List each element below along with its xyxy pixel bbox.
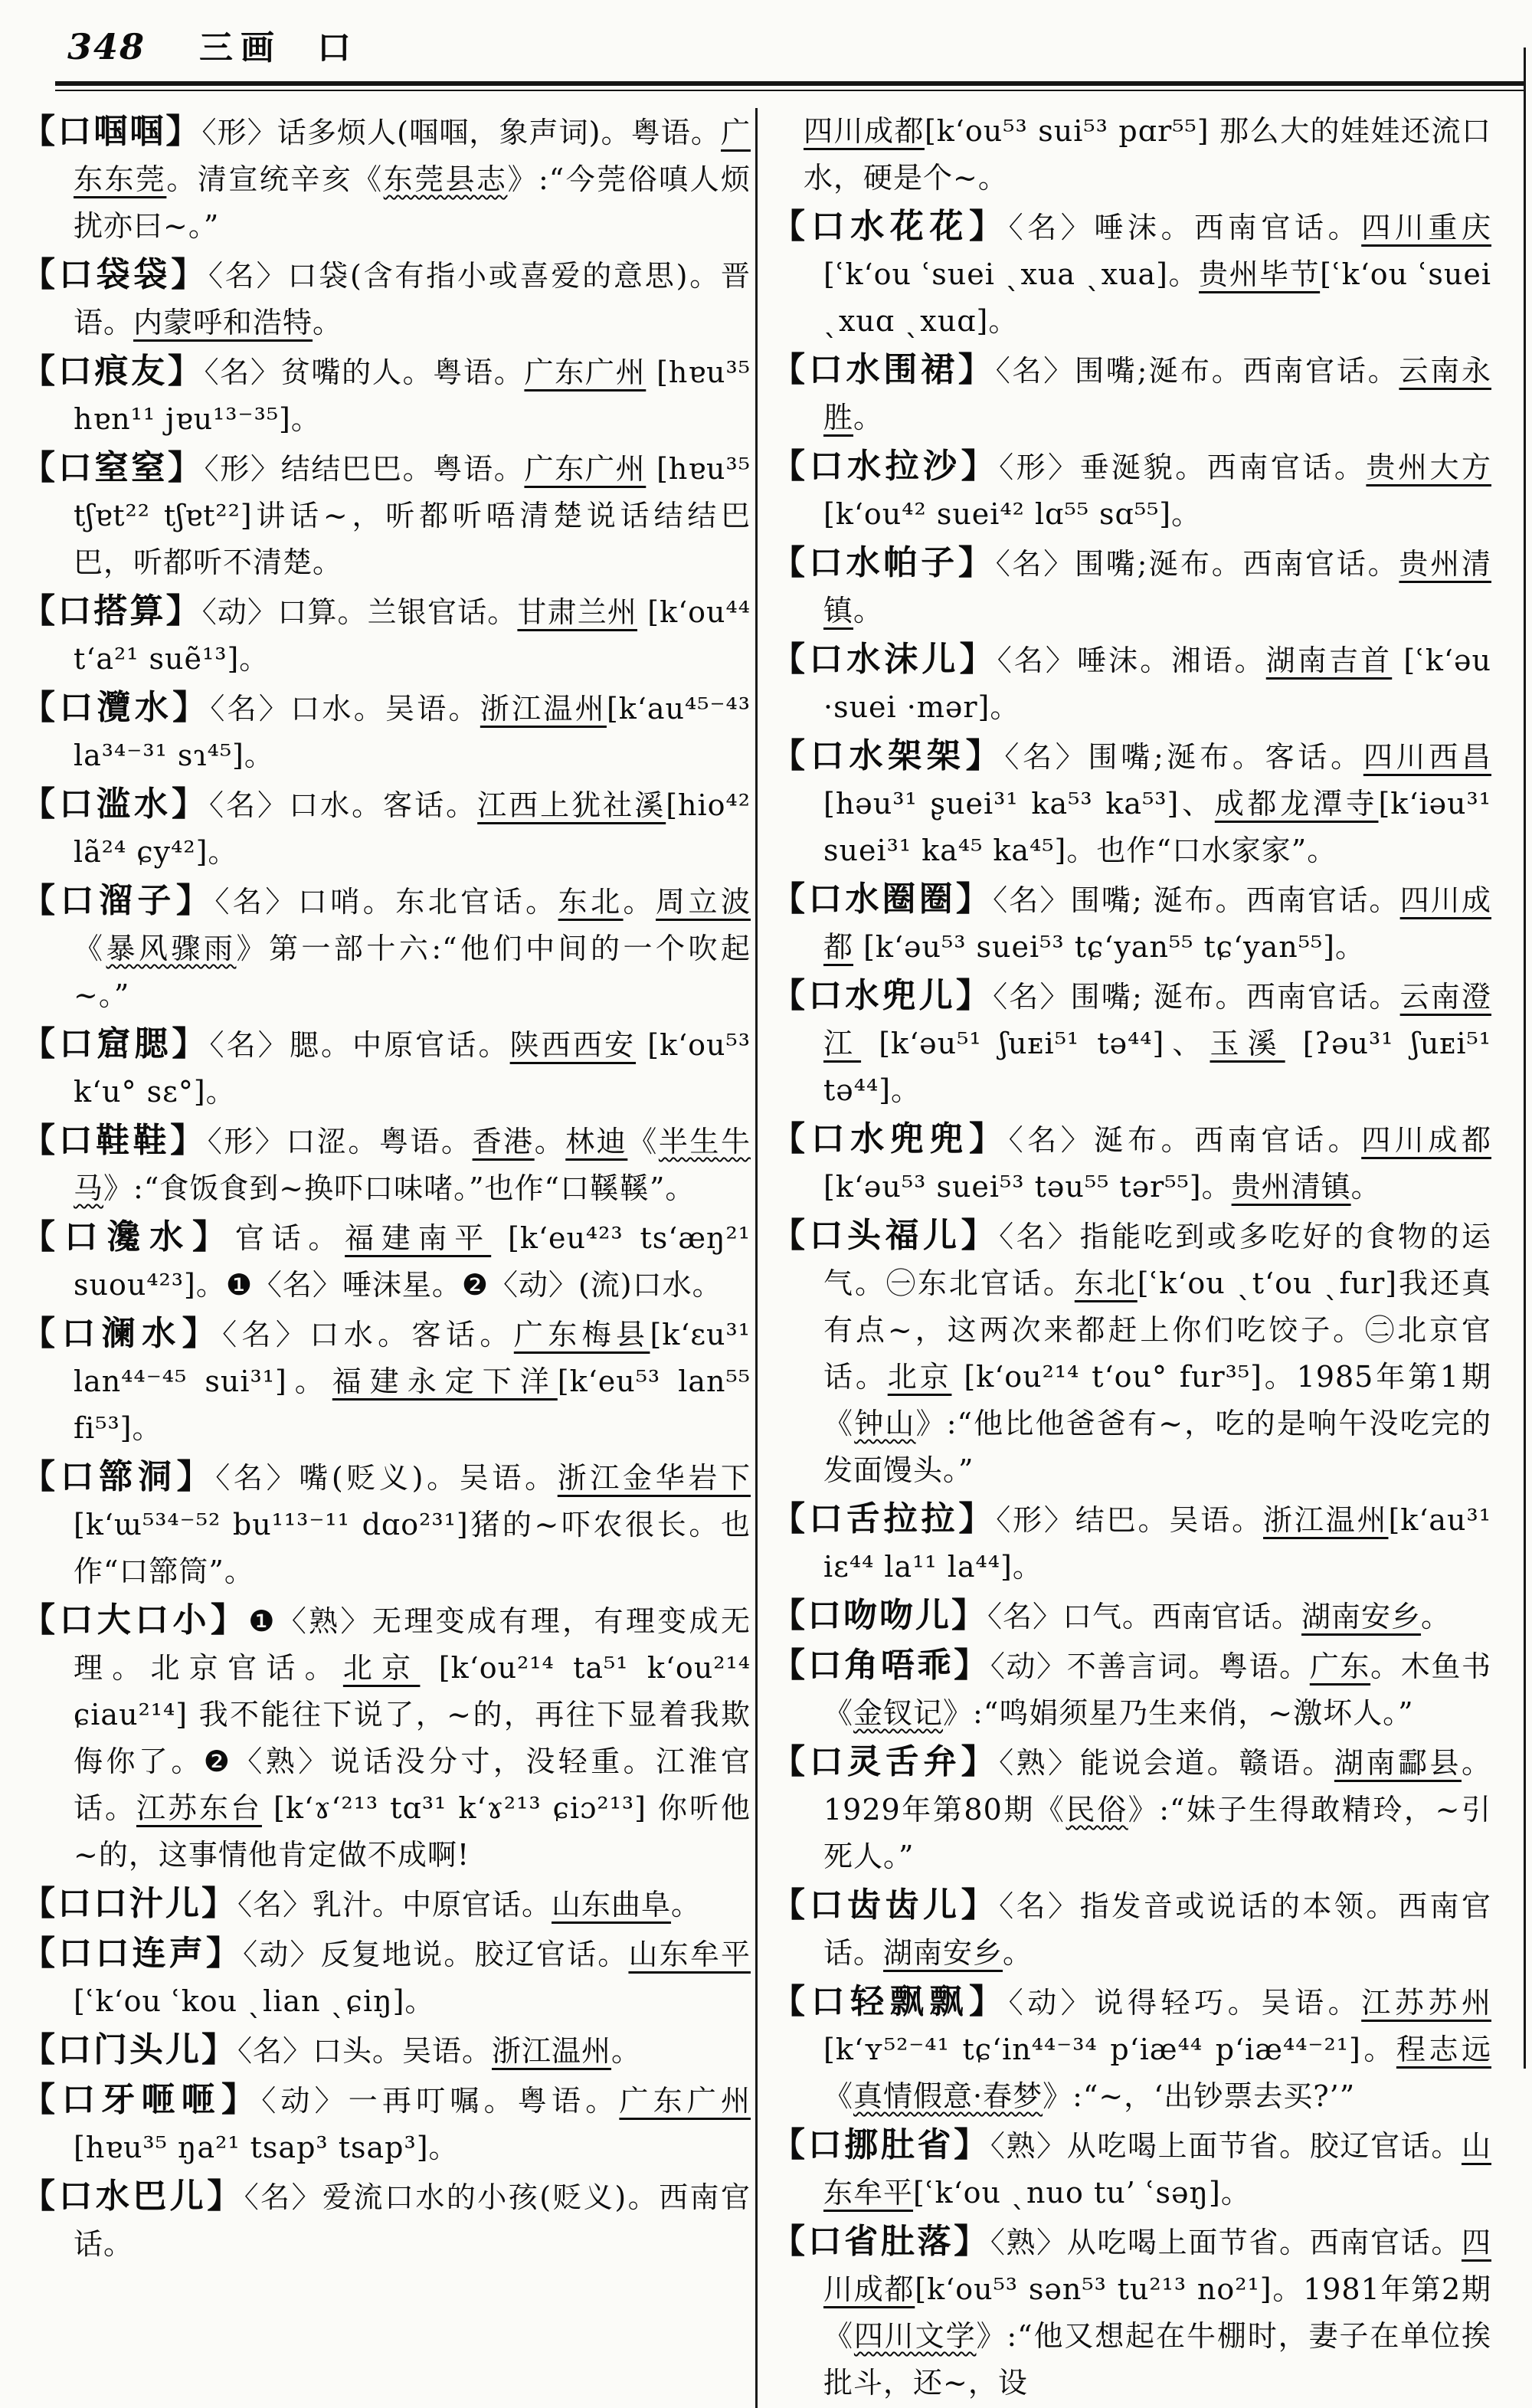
entry-text: 。 <box>853 401 884 434</box>
entry-text: [k‘ou²¹⁴ ta⁵¹ k‘ou²¹⁴ ɕiau²¹⁴] 我不能往下说了，~的，再往下显着我欺侮你了。❷〈熟〉说话没分寸，没轻重。江淮官话。 <box>74 1651 751 1825</box>
entry-headword: 【口水兜兜】 <box>771 1119 1009 1158</box>
proper-noun: 广东梅县 <box>513 1318 650 1351</box>
proper-noun: 云南澄江 <box>823 980 1491 1060</box>
entry-headword: 【口舌拉拉】 <box>771 1499 997 1538</box>
entry-headword: 【口角唔乖】 <box>771 1646 990 1685</box>
entry-headword: 【口挪肚省】 <box>771 2125 990 2164</box>
entry-text: [k‘ɤ‘²¹³ tɑ³¹ k‘ɤ²¹³ ɕiɔ²¹³] 你听他~的，这事情他肯定做不成啊! <box>74 1791 751 1872</box>
page-header <box>0 0 1532 69</box>
entry-text: 。 <box>1003 1936 1033 1970</box>
dict-entry <box>21 1310 751 1452</box>
entry-text: 》:“~，‘出钞票去买?’” <box>1043 2079 1356 2113</box>
proper-noun: 内蒙呼和浩特 <box>133 306 313 339</box>
entry-continuation <box>771 108 1491 201</box>
dict-entry <box>771 539 1491 634</box>
entry-headword: 【口水花花】 <box>771 207 1009 246</box>
entry-text: [k‘ou⁴² suei⁴² lɑ⁵⁵ sɑ⁵⁵]。 <box>823 497 1202 531</box>
book-title: 钟山 <box>854 1407 916 1440</box>
entry-text: 〈动〉口算。兰银官话。 <box>201 595 518 629</box>
proper-noun: 贵州清镇 <box>1231 1170 1351 1204</box>
entry-text: [k‘eu⁴²³ ts‘æŋ²¹ suou⁴²³]。❶〈名〉唾沫星。❷〈动〉(流)口水。 <box>74 1221 751 1302</box>
dict-entry <box>21 1880 751 1928</box>
entry-text: 〈名〉口袋(含有指小或喜爱的意思)。晋语。 <box>74 259 751 339</box>
dict-entry <box>21 1117 751 1212</box>
proper-noun: 浙江温州 <box>1263 1503 1389 1537</box>
dict-entry <box>771 876 1491 971</box>
proper-noun: 广东 <box>1309 1650 1371 1683</box>
entry-headword: 【口溜子】 <box>21 881 215 920</box>
dict-entry <box>771 1116 1491 1211</box>
entry-headword: 【口啯啯】 <box>21 112 202 151</box>
entry-headword: 【口水围裙】 <box>771 350 996 389</box>
entry-text: 〈形〉结结巴巴。粤语。 <box>204 452 525 486</box>
entry-text: ❶〈熟〉无理变成有理，有理变成无理。北京官话。 <box>74 1604 751 1685</box>
proper-noun: 广东广州 <box>619 2084 751 2118</box>
entry-text: 〈熟〉能说会道。赣语。 <box>999 1746 1334 1780</box>
entry-text: 。 <box>313 306 343 339</box>
dict-entry <box>21 348 751 443</box>
proper-noun: 香港 <box>472 1125 535 1158</box>
entry-headword: 【口水兜儿】 <box>771 976 994 1015</box>
dict-entry <box>771 636 1491 731</box>
section-title: 三画 <box>199 28 283 67</box>
entry-text: [k‘əu⁵³ suei⁵³ təu⁵⁵ tər⁵⁵]。 <box>823 1170 1232 1204</box>
entry-text: 》第一部十六:“他们中间的一个吹起~。” <box>74 932 751 1012</box>
dict-entry <box>771 1978 1491 2120</box>
proper-noun: 周立波 <box>656 885 751 919</box>
proper-noun: 山东曲阜 <box>552 1888 672 1921</box>
proper-noun: 四川重庆 <box>1361 211 1491 244</box>
entry-text: 〈名〉爱流口水的小孩(贬义)。西南官话。 <box>74 2180 751 2261</box>
entry-text: [k‘ou⁵³ sən⁵³ tu²¹³ no²¹]。1981年第2期《 <box>823 2272 1491 2353</box>
entry-headword: 【口门头儿】 <box>21 2030 237 2069</box>
entry-text: [k‘ɯ⁵³⁴⁻⁵² bu¹¹³⁻¹¹ dɑo²³¹]猪的~吓农很长。也作“口篰筒”。 <box>74 1508 751 1588</box>
entry-text: 〈形〉话多烦人(啯啯，象声词)。粤语。 <box>201 116 721 149</box>
entry-headword: 【口水巴儿】 <box>21 2177 244 2216</box>
entry-text: [ʿk‘əu ·suei ·mər]。 <box>823 644 1491 724</box>
entry-text: [k‘əu⁵¹ ʃuᴇi⁵¹ tə⁴⁴]、 <box>861 1027 1210 1060</box>
dict-entry <box>771 732 1491 874</box>
book-title: 金钗记 <box>853 1696 944 1730</box>
entry-text: 》:“他又想起在牛棚时，妻子在单位挨批斗，还~，设 <box>823 2319 1491 2400</box>
entry-text: [k‘ou²¹⁴ t‘ou° fur³⁵]。1985年第1期《 <box>823 1360 1491 1440</box>
entry-text: 〈名〉指发音或说话的本领。西南官话。 <box>823 1889 1491 1970</box>
entry-text: 〈动〉一再叮嘱。粤语。 <box>261 2084 620 2118</box>
book-title: 半生牛马 <box>74 1125 751 1205</box>
entry-text: 。 <box>1421 1600 1452 1633</box>
proper-noun: 湖南安乡 <box>883 1936 1003 1970</box>
entry-text: 。清宣统辛亥《 <box>166 162 384 196</box>
entry-text: 。 <box>611 2034 642 2068</box>
entry-headword: 【口水拉沙】 <box>771 447 1000 486</box>
proper-noun: 贵州大方 <box>1366 450 1491 484</box>
entry-text: 〈名〉嘴(贬义)。吴语。 <box>215 1461 558 1495</box>
entry-headword: 【口轻飘飘】 <box>771 1982 1009 2021</box>
proper-noun: 湖南安乡 <box>1301 1600 1422 1633</box>
proper-noun: 程志远 <box>1396 2033 1491 2066</box>
dict-entry <box>21 1453 751 1595</box>
proper-noun: 浙江温州 <box>492 2034 612 2068</box>
entry-text: 《 <box>823 2079 854 2113</box>
entry-text: 〈形〉结巴。吴语。 <box>996 1503 1263 1537</box>
book-title: 暴风骤雨 <box>106 932 237 965</box>
entry-text: 〈名〉口水。客话。 <box>209 788 478 822</box>
dict-entry <box>21 684 751 779</box>
entry-text: 〈名〉贫嘴的人。粤语。 <box>204 355 525 389</box>
entry-headword: 【口瀺水】 <box>21 1217 235 1256</box>
dict-entry <box>771 1592 1491 1640</box>
entry-text: [hɐu³⁵ ŋa²¹ tsap³ tsap³]。 <box>74 2131 459 2164</box>
entry-text: 〈名〉口气。西南官话。 <box>987 1600 1302 1633</box>
proper-noun: 四川成都 <box>823 883 1491 964</box>
entry-text: 。 <box>671 1888 702 1921</box>
entry-text: 〈名〉唾沫。西南官话。 <box>1008 211 1362 244</box>
entry-headword: 【口窒窒】 <box>21 448 205 487</box>
entry-text: 〈动〉说得轻巧。吴语。 <box>1008 1986 1362 2020</box>
dict-entry <box>21 2076 751 2171</box>
dict-entry <box>771 1642 1491 1737</box>
dictionary-columns <box>0 94 1532 2408</box>
entry-headword: 【口灵舌弁】 <box>771 1742 1000 1781</box>
entry-headword: 【口水沫儿】 <box>771 640 997 679</box>
entry-text: 》:“今莞俗嗔人烦扰亦曰~。” <box>74 162 751 243</box>
entry-text: 〈名〉乳汁。中原官话。 <box>237 1888 552 1921</box>
dict-entry <box>21 877 751 1019</box>
proper-noun: 陕西西安 <box>509 1028 637 1062</box>
entry-text: [k‘əu⁵³ suei⁵³ tɕ‘yan⁵⁵ tɕ‘yan⁵⁵]。 <box>853 930 1365 964</box>
entry-text: 〈动〉不善言词。粤语。 <box>990 1650 1310 1683</box>
entry-headword: 【口齿齿儿】 <box>771 1885 1000 1925</box>
entry-headword: 【口痕友】 <box>21 352 205 391</box>
entry-text: [k‘au⁴⁵⁻⁴³ la³⁴⁻³¹ sɿ⁴⁵]。 <box>74 692 751 772</box>
proper-noun: 江西上犹社溪 <box>477 788 666 822</box>
proper-noun: 浙江金华岩下 <box>557 1461 751 1495</box>
entry-text: [k‘eu⁵³ lan⁵⁵ fi⁵³]。 <box>74 1365 751 1445</box>
entry-headword: 【口篰洞】 <box>21 1457 216 1496</box>
dict-entry <box>21 781 751 876</box>
proper-noun: 玉溪 <box>1210 1027 1285 1060</box>
entry-text: 〈名〉腮。中原官话。 <box>209 1028 510 1062</box>
entry-headword: 【口头福儿】 <box>771 1216 1000 1255</box>
entry-text: 。木鱼书《 <box>823 1650 1491 1730</box>
entry-text: 〈名〉口哨。东北官话。 <box>214 885 558 919</box>
entry-text: 》:“妹子生得敢精玲，~引死人。” <box>823 1793 1492 1873</box>
entry-text: 》:“他比他爸爸有~，吃的是响午没吃完的发面馒头。” <box>823 1407 1491 1487</box>
dict-entry <box>771 346 1491 441</box>
proper-noun: 湖南吉首 <box>1265 644 1393 677</box>
header-rule <box>55 81 1524 91</box>
entry-text: [hɐu³⁵ hɐn¹¹ jɐu¹³⁻³⁵]。 <box>74 355 751 436</box>
proper-noun: 四川成都 <box>1361 1123 1491 1157</box>
entry-text: 〈名〉围嘴;涎布。西南官话。 <box>995 354 1399 388</box>
proper-noun: 四川成都 <box>804 114 925 148</box>
entry-headword: 【口牙咂咂】 <box>21 2080 262 2119</box>
entry-headword: 【口口汁儿】 <box>21 1884 237 1923</box>
dict-entry <box>21 1930 751 2025</box>
entry-text: 官话。 <box>234 1221 345 1255</box>
page-number: 348 <box>67 26 146 67</box>
entry-headword: 【口口连声】 <box>21 1934 244 1973</box>
entry-headword: 【口灠水】 <box>21 688 211 727</box>
entry-text: [ʿk‘ou ʿsuei ˎxua ˎxua]。 <box>823 257 1200 291</box>
entry-headword: 【口窟腮】 <box>21 1024 210 1063</box>
proper-noun: 福建南平 <box>345 1221 492 1255</box>
proper-noun: 成都龙潭寺 <box>1214 787 1379 821</box>
entry-text: [ʿk‘ou ʿsuei ˎxuɑ ˎxuɑ]。 <box>823 257 1491 338</box>
entry-text: [həu³¹ ʂuei³¹ ka⁵³ ka⁵³]、 <box>823 787 1215 821</box>
dict-entry <box>21 108 751 250</box>
entry-text: 》:“食饭食到~换吓口味啫。”也作“口鞵鞵”。 <box>103 1171 696 1205</box>
dict-entry <box>21 444 751 586</box>
proper-noun: 福建永定下洋 <box>332 1365 558 1398</box>
entry-text: [k‘ou⁴⁴ t‘a²¹ suẽ¹³]。 <box>74 595 751 676</box>
entry-text: 〈动〉反复地说。胶辽官话。 <box>243 1938 629 1971</box>
dict-entry <box>21 2026 751 2075</box>
book-title: 四川文学 <box>853 2319 977 2353</box>
proper-noun: 四川成都 <box>823 2226 1491 2306</box>
dict-entry <box>771 2218 1491 2406</box>
dict-entry <box>771 1496 1491 1591</box>
entry-text: [k‘ou⁵³ k‘u° sɛ°]。 <box>74 1028 751 1109</box>
entry-text: 。 <box>853 594 884 627</box>
entry-text: [k‘au³¹ iɛ⁴⁴ la¹¹ la⁴⁴]。 <box>823 1503 1491 1584</box>
proper-noun: 贵州清镇 <box>823 547 1491 627</box>
dict-entry <box>21 1021 751 1116</box>
entry-text: 〈名〉涎布。西南官话。 <box>1008 1123 1362 1157</box>
dict-entry <box>771 1882 1491 1977</box>
dict-entry <box>771 1738 1491 1880</box>
entry-headword: 【口水帕子】 <box>771 543 996 582</box>
dict-entry <box>21 2173 751 2268</box>
radical-char: 口 <box>317 28 359 67</box>
entry-text: 。 <box>1350 1170 1381 1204</box>
entry-text: [k‘iəu³¹ suei³¹ ka⁴⁵ ka⁴⁵]。也作“口水家家”。 <box>823 787 1491 867</box>
dict-entry <box>21 1597 751 1879</box>
entry-text: [ʿk‘ou ˎt‘ou ˎfur]我还真有点~，这两次来都赶上你们吃饺子。㊁北京官话。 <box>823 1266 1491 1394</box>
proper-noun: 贵州毕节 <box>1199 257 1321 291</box>
dict-entry <box>771 1212 1491 1494</box>
entry-text: 〈熟〉从吃喝上面节省。西南官话。 <box>990 2226 1462 2259</box>
entry-text: 〈名〉围嘴; 涎布。西南官话。 <box>993 883 1400 917</box>
proper-noun: 江苏东台 <box>136 1791 262 1825</box>
left-column <box>21 108 751 2408</box>
entry-text: [hɐu³⁵ tʃɐt²² tʃɐt²²]讲话~，听都听唔清楚说话结结巴巴，听都听不清楚。 <box>74 452 751 579</box>
entry-text: 〈熟〉从吃喝上面节省。胶辽官话。 <box>990 2129 1462 2163</box>
page-edge-line <box>1524 48 1526 2069</box>
entry-text: 。1929年第80期《 <box>823 1746 1491 1826</box>
entry-text: [ʿk‘ou ʿkou ˎlian ˎɕiŋ]。 <box>74 1984 435 2018</box>
entry-text: [ʿk‘ou ˎnuo tu’ ʿsəŋ]。 <box>913 2176 1251 2210</box>
proper-noun: 江苏苏州 <box>1361 1986 1491 2020</box>
entry-headword: 【口水架架】 <box>771 736 1005 775</box>
entry-headword: 【口滥水】 <box>21 785 210 824</box>
entry-text: 》:“鸣娟须星乃生来俏，~激坏人。” <box>943 1696 1414 1730</box>
entry-text: 《 <box>74 932 106 965</box>
dict-entry <box>21 251 751 346</box>
entry-text: 〈名〉指能吃到或多吃好的食物的运气。㊀东北官话。 <box>823 1220 1491 1300</box>
entry-text: 〈名〉围嘴;涎布。西南官话。 <box>995 547 1399 581</box>
proper-noun: 广东东莞 <box>74 116 751 196</box>
entry-headword: 【口澜水】 <box>21 1314 223 1353</box>
entry-text: 〈形〉垂涎貌。西南官话。 <box>999 450 1367 484</box>
column-divider <box>755 108 758 2408</box>
right-column <box>759 108 1491 2408</box>
proper-noun: 浙江温州 <box>480 692 607 726</box>
entry-text: 〈名〉围嘴; 涎布。西南官话。 <box>993 980 1400 1014</box>
proper-noun: 东北 <box>558 885 624 919</box>
dict-entry <box>21 1214 751 1309</box>
book-title: 真情假意·春梦 <box>853 2079 1043 2113</box>
dict-entry <box>771 443 1491 538</box>
proper-noun: 广东广州 <box>524 452 647 486</box>
dict-entry <box>21 588 751 683</box>
entry-headword: 【口袋袋】 <box>21 255 208 294</box>
entry-headword: 【口搭算】 <box>21 591 202 631</box>
proper-noun: 甘肃兰州 <box>517 595 638 629</box>
entry-text: 〈名〉唾沫。湘语。 <box>997 644 1266 677</box>
entry-text: 。 <box>534 1125 566 1158</box>
proper-noun: 山东牟平 <box>823 2129 1491 2210</box>
proper-noun: 林迪 <box>565 1125 628 1158</box>
proper-noun: 北京 <box>342 1651 421 1685</box>
proper-noun: 云南永胜 <box>823 354 1491 434</box>
proper-noun: 东北 <box>1074 1266 1138 1300</box>
proper-noun: 四川西昌 <box>1363 740 1491 774</box>
entry-text: 〈名〉围嘴;涎布。客话。 <box>1004 740 1363 774</box>
entry-text: [hio⁴² lã²⁴ ɕy⁴²]。 <box>74 788 751 869</box>
entry-text: [k‘ʏ⁵²⁻⁴¹ tɕ‘in⁴⁴⁻³⁴ p‘iæ⁴⁴ p‘iæ⁴⁴⁻²¹]。 <box>823 2033 1396 2066</box>
proper-noun: 广东广州 <box>524 355 647 389</box>
entry-text: [ʔəu³¹ ʃuᴇi⁵¹ tə⁴⁴]。 <box>823 1027 1491 1107</box>
book-title: 民俗 <box>1066 1793 1128 1826</box>
entry-text: [k‘ɛu³¹ lan⁴⁴⁻⁴⁵ sui³¹]。 <box>74 1318 751 1398</box>
proper-noun: 北京 <box>887 1360 952 1394</box>
entry-headword: 【口水圈圈】 <box>771 880 994 919</box>
proper-noun: 湖南酃县 <box>1334 1746 1462 1780</box>
proper-noun: 山东牟平 <box>628 1938 751 1971</box>
entry-headword: 【口省肚落】 <box>771 2222 990 2261</box>
book-title: 东莞县志 <box>383 162 508 196</box>
entry-headword: 【口吻吻儿】 <box>771 1596 987 1635</box>
dict-entry <box>771 2121 1491 2216</box>
entry-text: 〈形〉口涩。粤语。 <box>207 1125 473 1158</box>
entry-text: 〈名〉口头。吴语。 <box>237 2034 493 2068</box>
entry-text: 〈名〉口水。客话。 <box>222 1318 514 1351</box>
entry-headword: 【口鞋鞋】 <box>21 1121 208 1160</box>
entry-text: 。 <box>623 885 656 919</box>
entry-text: [k‘ou⁵³ sui⁵³ pɑr⁵⁵] 那么大的娃娃还流口水，硬是个~。 <box>804 114 1491 195</box>
entry-headword: 【口大口小】 <box>21 1600 249 1640</box>
dict-entry <box>771 972 1491 1114</box>
entry-text: 〈名〉口水。吴语。 <box>210 692 480 726</box>
dict-entry <box>771 203 1491 345</box>
entry-text: 《 <box>627 1125 659 1158</box>
